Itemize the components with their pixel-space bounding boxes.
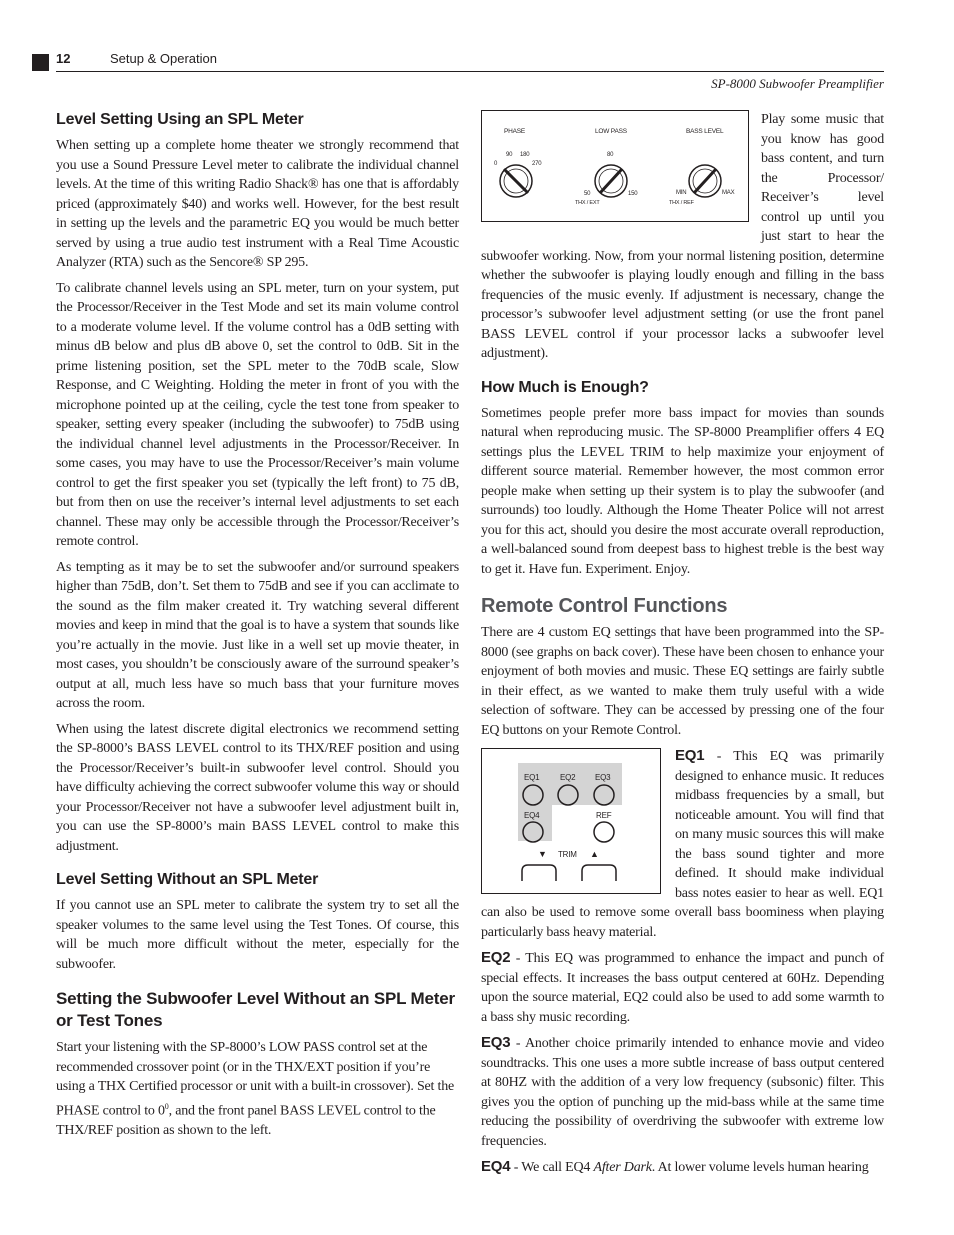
eq4-text: . At lower volume levels human hearing (651, 1160, 869, 1175)
eq3-key-label: EQ3 (595, 773, 611, 782)
trim-down-key (522, 865, 556, 881)
bass-level-knob (689, 165, 721, 197)
heading-setting-subwoofer: Setting the Subwoofer Level Without an SPL Meter or Test Tones (56, 989, 455, 1030)
paragraph (481, 1157, 884, 1178)
eq-shading-top (518, 763, 622, 805)
paragraph: When setting up a complete home theater we strongly recommend that you use a Sound Pressure Level meter to calibrate the individual channel levels. At the time of this writing Radio Shack® has one that is affordably priced (approximately $40) and works well. However, for the best result in setting up the levels and the parametric EQ you would be much better served by using a true audio test instrument with a Real Time Acoustic Analyzer (RTA) such as the Sencore® SP 295. (56, 138, 459, 270)
lowpass-150-label: 150 (628, 191, 638, 197)
bass-level-label: BASS LEVEL (686, 128, 724, 135)
trim-up-key (582, 865, 616, 881)
eq3-text: - Another choice primarily intended to enhance movie and video soundtracks. This one uses a more subtle increase of bass output centered at 80HZ with the addition of a very low frequency (subsonic) filter. This gives you the option of punching up the mid-bass while at the same time reducing the possibility of overdriving the subwoofer with extreme low frequencies. (481, 1036, 884, 1149)
ref-key-label: REF (596, 811, 612, 820)
paragraph: As tempting as it may be to set the subwoofer and/or surround speakers higher than 75dB, don’t. Set them to 75dB and see if you can acclimate to the sound as the film maker created it. Try watching several different movies and keep in mind that the goal is to have a system that sounds like you’re actually in the movie. Just like in a well set up movie theater, in most cases, you shouldn’t be consciously aware of the surround speaker’s output at all, much less have so much bass that your furniture moves across the room. (56, 559, 459, 711)
heading-level-spl: Level Setting Using an SPL Meter (56, 111, 304, 128)
degree-superscript: 0 (164, 1101, 169, 1111)
paragraph: Sometimes people prefer more bass impact for movies than sounds natural when reproducing music. The SP-8000 Preamplifier offers 4 EQ settings plus the LEVEL TRIM to help maximize your enjoyment of different source material. Remember however, the most common error people make when setting up their system is to play the subwoofer (and surrounds) too loudly. Although the Home Theater Police will not arrest you for this act, should you desire the most accurate overall reproduction, a well-balanced sound from deepest bass to highest treble is the best way to get it. Have fun. Experiment. Enjoy. (481, 405, 884, 577)
eq2-label: EQ2 (481, 949, 511, 966)
paragraph (481, 948, 884, 1027)
eq2-text: - This EQ was programmed to enhance the impact and punch of special effects. It increases the bass output centered at 60Hz. Depending upon the source material, EQ2 could also be used to add some warmth to a bass shy music recording. (481, 951, 884, 1025)
paragraph (481, 1033, 884, 1151)
lowpass-80-label: 80 (607, 152, 614, 158)
eq1-key-label: EQ1 (524, 773, 540, 782)
eq2-key-label: EQ2 (560, 773, 576, 782)
lowpass-sub-label: THX / EXT (575, 200, 600, 206)
lowpass-knob (595, 165, 627, 197)
trim-key-label: TRIM (558, 850, 577, 859)
remote-diagram (482, 749, 660, 893)
phase-knob (500, 165, 532, 197)
paragraph-text: , and the front panel BASS LEVEL control to the THX/REF position as shown to the left. (56, 1103, 436, 1138)
phase-0-label: 0 (494, 161, 498, 167)
ref-key (594, 822, 614, 842)
eq4-key-label: EQ4 (524, 811, 540, 820)
after-dark-text: After Dark (593, 1160, 652, 1175)
eq4-label: EQ4 (481, 1158, 511, 1175)
bass-min-label: MIN (676, 190, 687, 196)
paragraph-text: Start your listening with the SP-8000’s LOW PASS control set at the recommended crossover point (or in the THX/EXT position if you’re using a THX Certified processor or unit with a built-in crossover). Set the PHASE control to 0 (56, 1040, 455, 1119)
phase-90-label: 90 (506, 152, 513, 158)
paragraph (56, 1038, 459, 1140)
trim-down-arrow: ▼ (538, 849, 547, 859)
eq1-text: - This EQ was primarily designed to enhance music. It reduces midbass frequencies by a small, but noticeable amount. You will find that on many music sources this will make the bass sound tighter and more defined. It should make individual bass notes easier to hear as well. EQ1 can also be used to remove some overall bass boominess when playing particularly bass heavy material. (481, 749, 884, 940)
eq3-label: EQ3 (481, 1034, 511, 1051)
paragraph: To calibrate channel levels using an SPL meter, turn on your system, put the Processor/Receiver in the Test Mode and set its main volume control to a moderate volume level. If the volume control has a 0dB setting with minus dB below and plus dB above 0, set the control to 0dB. Sit in the prime listening position, set the SPL meter to the 70dB scale, Slow Response, and C Weighting. Holding the meter in front of you with the microphone pointed up at the ceiling, cycle the test tone from speaker to speaker, setting every speaker (including the subwoofer) to 75dB using the individual channel level adjustments in the Processor/Receiver. In some cases, you may have to use the Processor/Receiver’s main volume control to get the first speaker you set (typically the left front) to 75 dB, but from then on use the receiver’s internal level adjustments to set each channel. These may only be accessible through the Processor/Receiver’s remote control. (56, 280, 459, 549)
bass-max-label: MAX (722, 190, 735, 196)
paragraph: When using the latest discrete digital electronics we recommend setting the SP-8000’s BASS LEVEL control to its THX/REF position and using the Processor/Receiver’s built-in subwoofer level control. Should you have difficulty achieving the correct subwoofer volume this way or should your Processor/Receiver not have a subwoofer level adjustment built in, you can use the SP-8000’s main BASS LEVEL control to make this adjustment. (56, 721, 459, 854)
remote-control-figure (481, 748, 661, 894)
eq1-label: EQ1 (675, 747, 705, 764)
knobs-diagram (482, 111, 748, 221)
left-column (56, 110, 459, 1146)
lowpass-label: LOW PASS (595, 128, 627, 135)
section-name: Setup & Operation (110, 51, 217, 66)
heading-how-much: How Much is Enough? (481, 378, 649, 396)
right-column (481, 110, 884, 1184)
document-title: SP-8000 Subwoofer Preamplifier (711, 76, 884, 91)
trim-up-arrow: ▲ (590, 849, 599, 859)
eq4-text: - We call EQ4 (510, 1160, 594, 1175)
paragraph: There are 4 custom EQ settings that have been programmed into the SP-8000 (see graphs on back cover). These have been chosen to enhance your enjoyment of both movies and music. These EQ settings are fairly subtle in their effect, as we wanted to make them truly useful with a wide selection of software. They can be accessed by pressing one of the four EQ buttons on your Remote Control. (481, 625, 884, 738)
page-marker (32, 54, 49, 71)
control-knobs-figure (481, 110, 749, 222)
heading-remote-control: Remote Control Functions (481, 595, 728, 617)
bass-sub-label: THX / REF (669, 200, 694, 206)
lowpass-50-label: 50 (584, 191, 591, 197)
phase-label: PHASE (504, 128, 526, 135)
paragraph: Play some music that you know has good bass content, and turn the Processor/ Receiver’s level control up until you just start to hear the subwoofer working. Now, from your normal listening position, determine whether the subwoofer is playing loudly enough and filling in the bass frequencies of the music evenly. If adjustment is necessary, change the processor’s subwoofer level adjustment setting (or use the front panel BASS LEVEL control if your processor lacks a subwoofer level adjustment). (481, 112, 884, 361)
phase-180-label: 180 (520, 152, 530, 158)
header-rule (56, 71, 884, 72)
page-number: 12 (56, 51, 71, 66)
paragraph: If you cannot use an SPL meter to calibrate the system try to set all the speaker volumes to the same level using the Test Tones. Of course, this will be much more difficult without the meter, especially for the subwoofer. (56, 898, 459, 972)
heading-without-spl: Level Setting Without an SPL Meter (56, 871, 319, 888)
phase-270-label: 270 (532, 161, 542, 167)
